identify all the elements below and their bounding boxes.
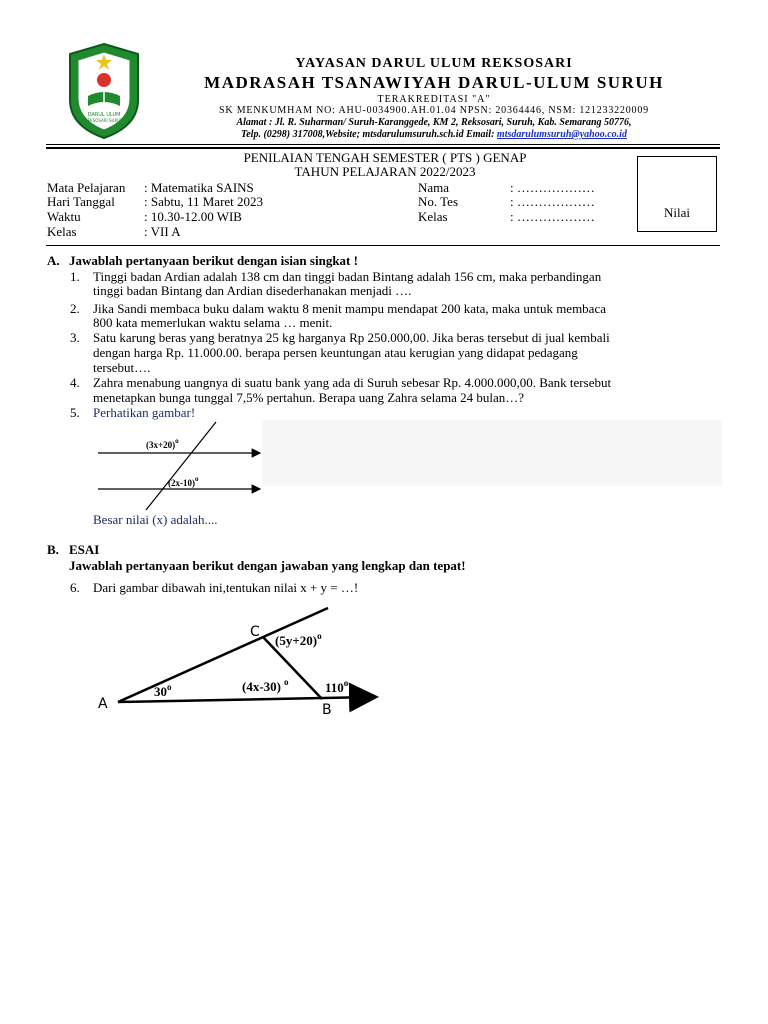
angle-expression: (3x+20) [146, 440, 176, 450]
school-contact [150, 129, 718, 140]
info-label: Kelas [418, 209, 448, 224]
angle-label-top [146, 437, 179, 450]
angle-value: 110 [325, 680, 344, 695]
exam-title [150, 151, 620, 179]
info-value: : 10.30-12.00 WIB [144, 209, 242, 224]
exam-title-line: PENILAIAN TENGAH SEMESTER ( PTS ) GENAP [243, 150, 527, 165]
header-divider [46, 144, 720, 145]
question-line: 800 kata memerlukan waktu selama … menit. [93, 315, 333, 330]
section-b-heading: Jawablah pertanyaan berikut dengan jawaban yang lengkap dan tepat! [69, 558, 466, 573]
figure-background [262, 420, 722, 486]
vertex-label-b: B [322, 702, 332, 718]
question-line: Tinggi badan Ardian adalah 138 cm dan tinggi badan Bintang adalah 156 cm, maka perbandingan [93, 269, 602, 284]
question-number: 3. [70, 330, 80, 345]
question-line: Perhatikan gambar! [93, 405, 196, 420]
info-divider [46, 245, 720, 246]
test-number-field[interactable]: : ……………… [510, 194, 595, 209]
angle-expression: (2x-10) [168, 478, 195, 488]
info-label: Kelas [47, 224, 77, 239]
angle-value: 30 [154, 684, 167, 699]
section-b-letter: B. [47, 542, 59, 557]
info-value: : Sabtu, 11 Maret 2023 [144, 194, 264, 209]
q5-answer-prompt: Besar nilai (x) adalah.... [93, 512, 218, 527]
angle-label-c [275, 631, 322, 648]
score-label: Nilai [664, 205, 690, 220]
angle-expression: (4x-30) [242, 679, 281, 694]
question-line: Dari gambar dibawah ini,tentukan nilai x + y = …! [93, 580, 359, 595]
vertex-label-c: C [250, 624, 260, 640]
logo-text: DARUL ULUM [87, 112, 121, 118]
degree-symbol: o [175, 437, 179, 445]
email-link[interactable]: mtsdarulumsuruh@yahoo.co.id [496, 129, 627, 140]
info-value: : Matematika SAINS [144, 180, 254, 195]
vertex-label-a: A [98, 696, 108, 712]
question-number: 1. [70, 269, 80, 284]
question-line: dengan harga Rp. 11.000.00. berapa persen keuntungan atau kerugian yang didapat pedagang [93, 345, 578, 360]
degree-symbol: o [284, 677, 289, 687]
class-field[interactable]: : ……………… [510, 209, 595, 224]
header-divider-thick [46, 147, 720, 149]
question-line: tersebut…. [93, 360, 151, 375]
registration-numbers: SK MENKUMHAM NO: AHU-0034900.AH.01.04 NPSN: 20364446, NSM: 121233220009 [219, 105, 649, 116]
section-a-heading: Jawablah pertanyaan berikut dengan isian singkat ! [69, 253, 358, 268]
info-label: Hari Tanggal [47, 194, 115, 209]
degree-symbol: o [317, 631, 322, 641]
foundation-name: YAYASAN DARUL ULUM REKSOSARI [295, 56, 573, 71]
triangle-figure [90, 600, 390, 720]
angle-label-a [154, 682, 172, 699]
school-logo [64, 40, 144, 140]
question-line: Satu karung beras yang beratnya 25 kg harganya Rp 250.000,00. Jika beras tersebut di jual kembali [93, 330, 610, 345]
info-label: Waktu [47, 209, 81, 224]
question-number: 4. [70, 375, 80, 390]
contact-phone-website: Telp. (0298) 317008,Website; mtsdarulumsuruh.sch.id Email: [241, 129, 495, 140]
angle-label-b-exterior [325, 678, 349, 695]
degree-symbol: o [343, 678, 349, 688]
section-a-letter: A. [47, 253, 60, 268]
info-label: Nama [418, 180, 450, 195]
question-line: menetapkan bunga tunggal 7,5% pertahun. Berapa uang Zahra selama 24 bulan…? [93, 390, 525, 405]
parallel-lines-figure [90, 420, 270, 512]
info-value: : VII A [144, 224, 181, 239]
section-b-title: ESAI [69, 542, 100, 557]
name-field[interactable]: : ……………… [510, 180, 595, 195]
info-label: No. Tes [418, 194, 459, 209]
question-line: Jika Sandi membaca buku dalam waktu 8 menit mampu mendapat 200 kata, maka untuk membaca [93, 301, 606, 316]
question-number: 6. [70, 580, 80, 595]
accreditation: TERAKREDITASI "A" [377, 94, 491, 105]
info-label: Mata Pelajaran [47, 180, 126, 195]
exam-year-line: TAHUN PELAJARAN 2022/2023 [294, 164, 476, 179]
angle-expression: (5y+20) [275, 633, 318, 648]
degree-symbol: o [195, 475, 199, 483]
question-number: 2. [70, 301, 80, 316]
school-address: Alamat : Jl. R. Suharman/ Suruh-Karanggede, KM 2, Reksosari, Suruh, Kab. Semarang 50776, [236, 117, 632, 128]
angle-label-b-inner [242, 677, 289, 694]
school-name: MADRASAH TSANAWIYAH DARUL-ULUM SURUH [204, 73, 664, 92]
logo-text: REKSOSARI SURUH [84, 118, 124, 123]
question-line: Zahra menabung uangnya di suatu bank yang ada di Suruh sebesar Rp. 4.000.000,00. Bank tersebut [93, 375, 612, 390]
question-line: tinggi badan Bintang dan Ardian disederhanakan menjadi …. [93, 283, 412, 298]
question-number: 5. [70, 405, 80, 420]
degree-symbol: o [167, 682, 172, 692]
